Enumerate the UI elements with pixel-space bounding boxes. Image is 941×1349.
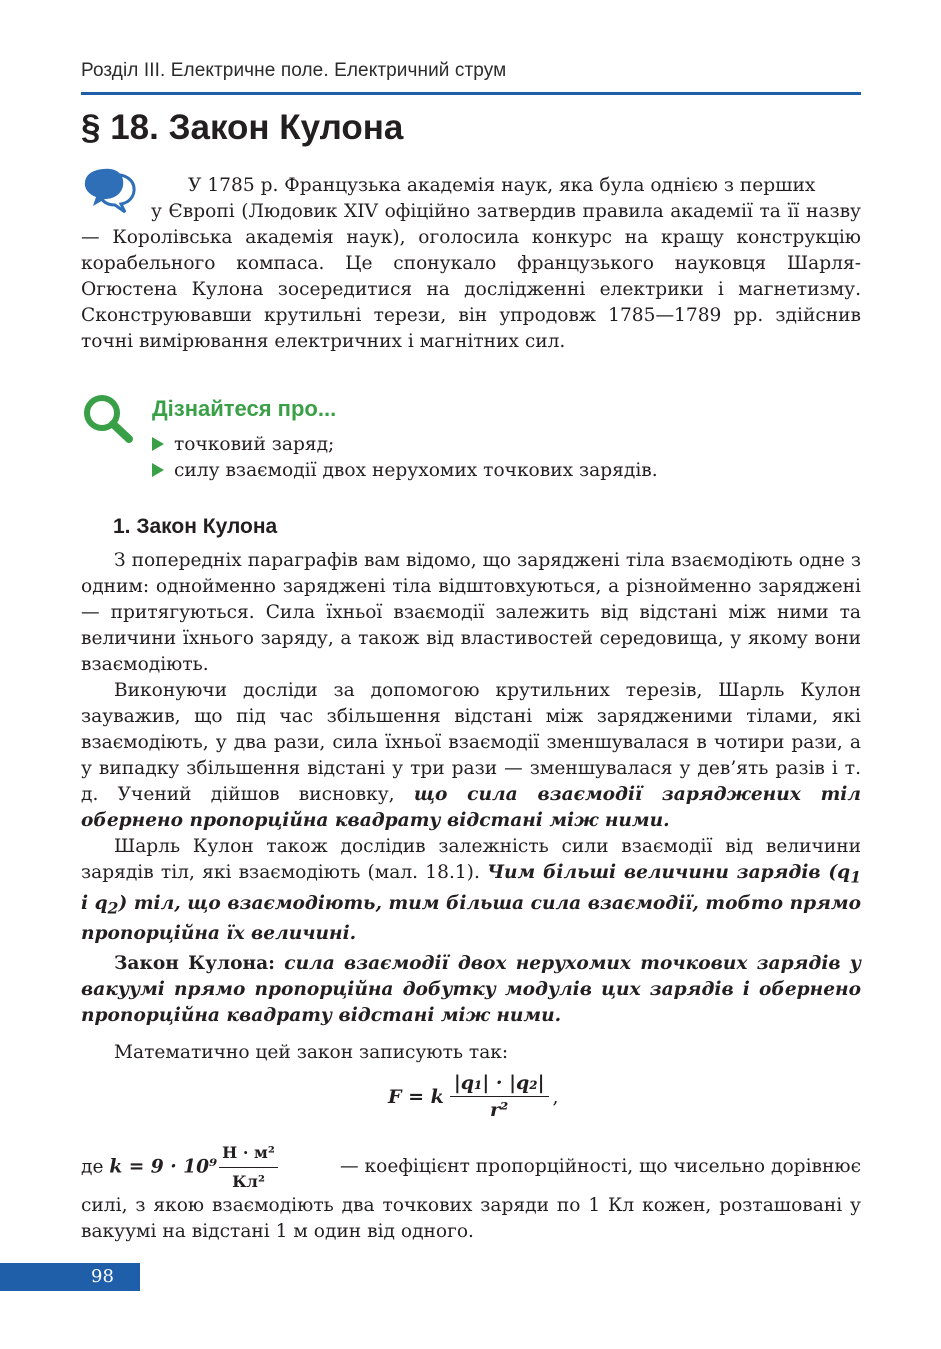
- page-number: 98: [91, 1266, 114, 1287]
- unit-fraction: $\frac{\text{Н · м²}}{\text{Кл²}}$: [219, 1140, 278, 1195]
- subsection-heading: 1. Закон Кулона: [113, 515, 278, 538]
- law-text: сила взаємодії двох нерухомих точкових зарядів у вакуумі прямо пропорційна добутку модулів цих зарядів і обернено пропорційна квадрату відстані між ними.: [81, 953, 861, 1026]
- formula-numerator: |q₁| · |q₂|: [450, 1072, 549, 1097]
- learn-item: точковий заряд;: [152, 432, 334, 458]
- paragraph-1: З попередніх параграфів вам відомо, що заряджені тіла взаємодіють одне з одним: однойменно заряджені тіла відштовхуються, а різнойменно заряджені — притягуються. Сила їхньої взаємодії залежить від відстані між ними та величини їхнього заряду, а також від властивостей середовища, у якому вони взаємодіють.: [81, 550, 861, 675]
- learn-item: силу взаємодії двох нерухомих точкових зарядів.: [152, 458, 658, 484]
- running-header: Розділ ІІІ. Електричне поле. Електричний струм: [81, 60, 507, 81]
- paragraph-2: Виконуючи досліди за допомогою крутильних терезів, Шарль Кулон зауважив, що під час збільшення відстані між зарядженими тілами, які взаємодіють, у два рази, сила їхньої взаємодії зменшувалася в чотири рази, а у випадку збільшення відстані у три рази — зменшувалася у дев’ять разів і т. д. Учений дійшов висновку, що сила взаємодії заряджених тіл обернено пропорційна квадрату відстані між ними.: [81, 680, 861, 831]
- formula-fraction: [450, 1072, 549, 1121]
- k-expression: k = 9 · 10⁹: [109, 1156, 218, 1177]
- intro-line1: У 1785 р. Французька академія наук, яка була однією з перших: [188, 175, 816, 196]
- coefficient-explanation-rest: силі, з якою взаємодіють два точкових заряди по 1 Кл кожен, розташовані у вакуумі на відстані 1 м один від одного.: [81, 1195, 861, 1242]
- coulomb-formula: F = k $\frac{\text{|q₁| · |q₂|}}{\text{r²}}$ ,: [388, 1072, 559, 1121]
- formula-lhs: F = k: [388, 1085, 444, 1108]
- paragraph-3: Шарль Кулон також дослідив залежність сили взаємодії від величини зарядів тіл, які взаємодіють (мал. 18.1). Чим більші величини зарядів ($q_1$ і $q_2$) тіл, що взаємодіють, тим більша сила взаємодії, тобто прямо пропорційна їх величині.: [81, 836, 861, 945]
- intro-paragraph: [81, 173, 861, 355]
- law-label: Закон Кулона:: [114, 953, 276, 974]
- triangle-bullet-icon: [152, 463, 164, 477]
- intro-rest: у Європі (Людовик XIV офіційно затвердив правила академії та її назву — Королівська академія наук), оголосила конкурс на кращу конструкцію корабельного компаса. Це спонукало французького науковця Шарля-Огюстена Кулона зосередитися на дослідженні електрики і магнетизму. Сконструювавши крутильні терези, він упродовж 1785—1789 рр. здійснив точні вимірювання електричних і магнітних сил.: [81, 201, 861, 352]
- coefficient-explanation: де k = 9 · 10⁹ $\frac{\text{Н · м²}}{\text{Кл²}}$ — коефіцієнт пропорційності, що чисельно дорівнює силі, з якою взаємодіють два точкових заряди по 1 Кл кожен, розташовані у вакуумі на відстані 1 м один від одного.: [81, 1141, 861, 1245]
- learn-heading: Дізнайтеся про...: [152, 396, 337, 421]
- magnifier-icon: [81, 393, 135, 443]
- page-number-badge: [0, 1263, 140, 1291]
- triangle-bullet-icon: [152, 437, 164, 451]
- math-intro: Математично цей закон записують так:: [114, 1042, 509, 1063]
- header-rule: [81, 92, 861, 95]
- coulomb-law-statement: [81, 951, 861, 1029]
- section-title: § 18. Закон Кулона: [81, 108, 404, 147]
- formula-denominator: r²: [490, 1099, 509, 1121]
- paragraph-2-emphasis: що сила взаємодії заряджених тіл обернено пропорційна квадрату відстані між ними.: [81, 784, 861, 831]
